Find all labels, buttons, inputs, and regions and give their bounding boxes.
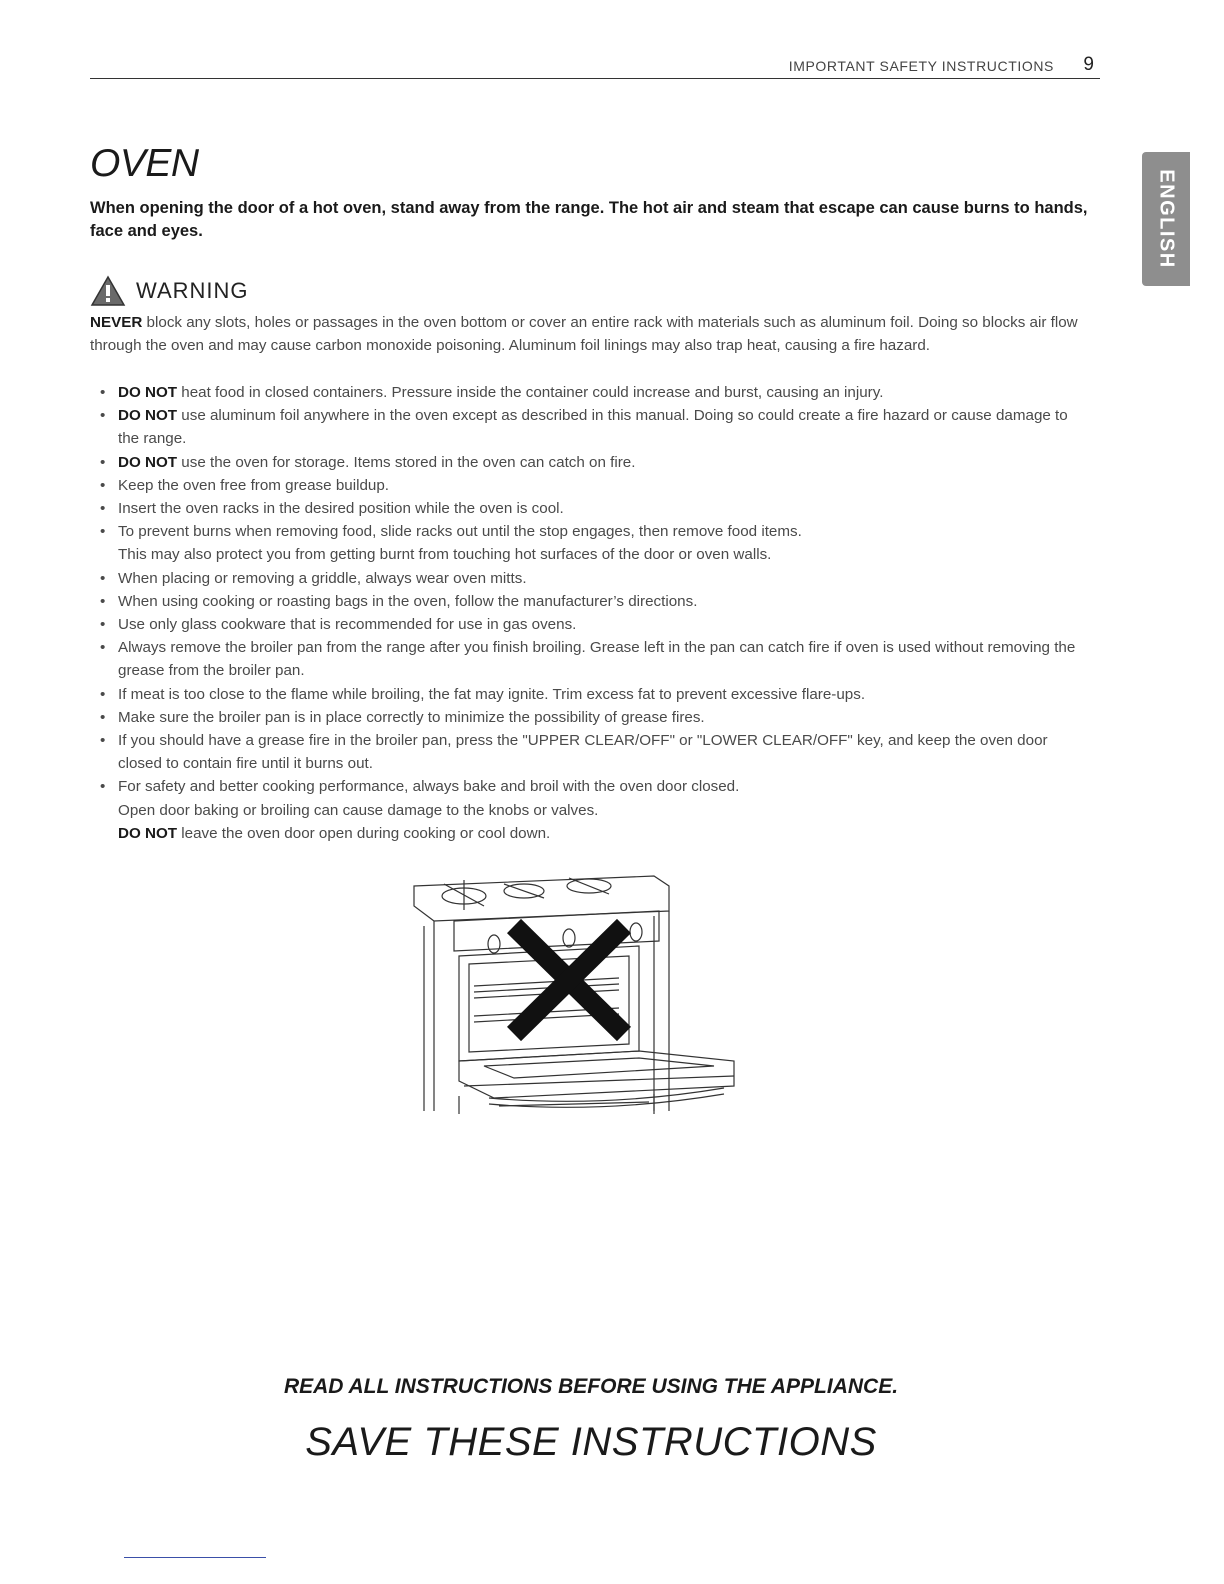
warning-keyword: NEVER [90,314,143,331]
list-item: • DO NOT use aluminum foil anywhere in the oven except as described in this manual. Doing so could create a fire hazard or cause damage to the range. [100,407,1068,448]
list-item: • Insert the oven racks in the desired position while the oven is cool. [100,500,564,518]
oven-door-open-prohibited-illustration [404,866,744,1116]
warning-label: WARNING [136,278,249,303]
list-item: • If meat is too close to the flame while broiling, the fat may ignite. Trim excess fat to prevent excessive flare-ups. [100,685,866,703]
language-tab-label: ENGLISH [1155,169,1178,269]
footnote-divider [124,1557,266,1558]
list-item: • If you should have a grease fire in the broiler pan, press the "UPPER CLEAR/OFF" or "LOWER CLEAR/OFF" key, and keep the oven door closed to contain fire until it burns out. [100,732,1048,773]
list-item: • Always remove the broiler pan from the range after you finish broiling. Grease left in the pan can catch fire if oven is used without removing the grease from the broiler pan. [100,639,1076,680]
section-title: OVEN [90,142,199,185]
safety-bullet-list [100,381,1090,845]
warning-paragraph [90,311,1090,357]
page-header [90,56,1100,79]
warning-heading [90,274,249,308]
language-tab [1142,152,1190,286]
list-item: • DO NOT heat food in closed containers. Pressure inside the container could increase and burst, causing an injury. [100,384,884,401]
read-instructions-notice: READ ALL INSTRUCTIONS BEFORE USING THE APPLIANCE. [283,1375,899,1398]
save-instructions-notice: SAVE THESE INSTRUCTIONS [305,1420,877,1464]
list-item: • For safety and better cooking performance, always bake and broil with the oven door closed. Open door baking or broiling can cause damage to the knobs or valves. DO NOT leave the oven door open during cooking or cool down. [100,778,740,842]
list-item: • When placing or removing a griddle, always wear oven mitts. [100,569,527,587]
list-item: • Make sure the broiler pan is in place correctly to minimize the possibility of grease fires. [100,708,705,726]
list-item: • To prevent burns when removing food, slide racks out until the stop engages, then remove food items. This may also protect you from getting burnt from touching hot surfaces of the door or oven walls. [100,523,802,564]
warning-body: block any slots, holes or passages in the oven bottom or cover an entire rack with materials such as aluminum foil. Doing so blocks air flow through the oven and may cause carbon monoxide poisoning. Aluminum foil linings may also trap heat, causing a fire hazard. [90,314,1078,355]
list-item: • When using cooking or roasting bags in the oven, follow the manufacturer’s directions. [100,592,698,610]
warning-triangle-icon [90,275,126,307]
list-item: • Keep the oven free from grease buildup. [100,476,390,494]
intro-paragraph: When opening the door of a hot oven, stand away from the range. The hot air and steam that escape can cause burns to hands, face and eyes. [90,199,1088,240]
page-number: 9 [1083,54,1094,75]
list-item: • Use only glass cookware that is recommended for use in gas ovens. [100,616,577,634]
list-item: • DO NOT use the oven for storage. Items stored in the oven can catch on fire. [100,453,636,471]
header-section-title: IMPORTANT SAFETY INSTRUCTIONS [788,58,1054,74]
